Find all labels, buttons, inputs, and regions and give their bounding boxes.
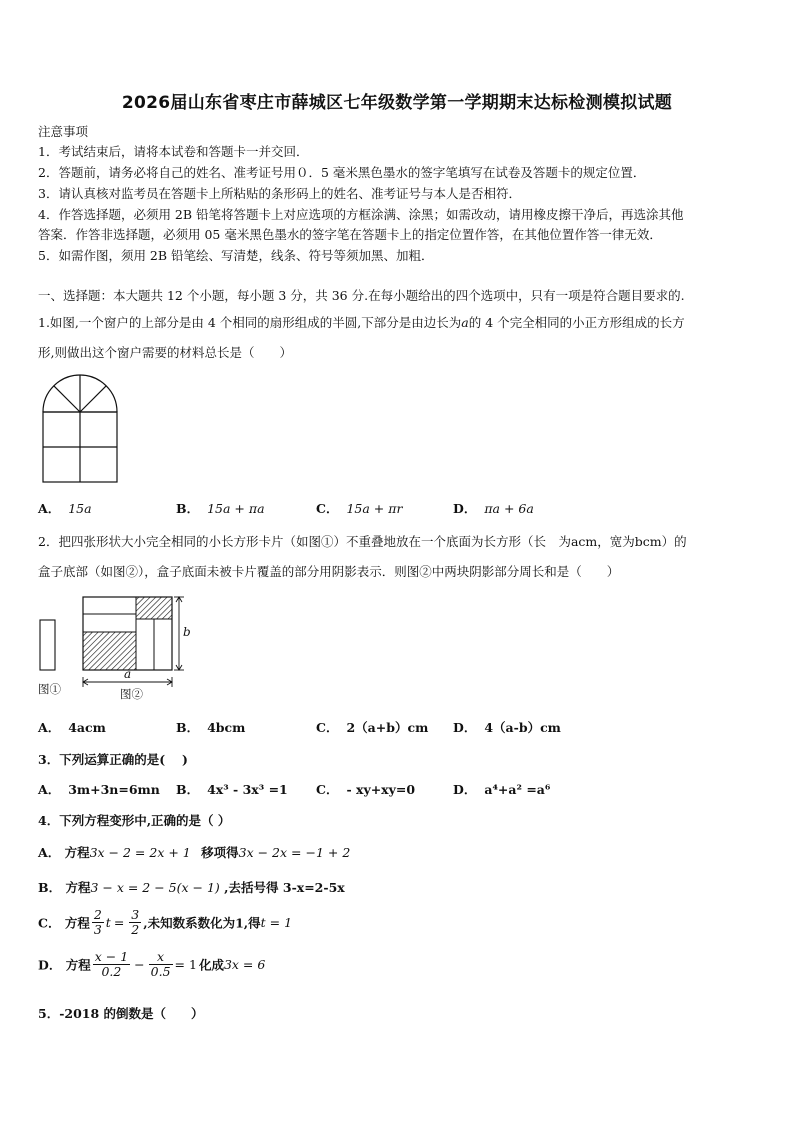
option-text: 4bcm (207, 720, 246, 735)
option-label: C． (316, 720, 339, 735)
option-text: 15a + πa (207, 501, 265, 516)
equation: 3x − 2 = 2x + 1 (89, 845, 191, 860)
fraction-denominator: 2 (131, 922, 140, 937)
option-d[interactable] (453, 718, 561, 736)
question-5-stem: 5．-2018 的倒数是（ ） (38, 1006, 204, 1021)
notes-heading: 注意事项 (38, 124, 89, 139)
option-c[interactable] (38, 908, 292, 937)
figure-2-label: 图② (120, 687, 143, 701)
question-2-line1: 2．把四张形状大小完全相同的小长方形卡片（如图①）不重叠地放在一个底面为长方形（长 为acm，宽为bcm）的 (38, 534, 687, 549)
fraction-numerator: x − 1 (94, 949, 129, 964)
equation: = 1 (174, 957, 197, 972)
option-text: 方程 (64, 845, 90, 860)
option-text: 方程 (65, 957, 91, 973)
fraction-numerator: 3 (131, 907, 140, 922)
fraction-numerator: 2 (93, 907, 102, 922)
question-text: 1.如图,一个窗户的上部分是由 4 个相同的扇形组成的半圆,下部分是由边长为 (38, 315, 462, 330)
notes-item: 1．考试结束后，请将本试卷和答题卡一并交回． (38, 144, 309, 159)
question-4-stem: 4．下列方程变形中,正确的是（ ） (38, 813, 231, 828)
question-1-line2: 形,则做出这个窗户需要的材料总长是（ ） (38, 345, 292, 360)
notes-item: 3．请认真核对监考员在答题卡上所粘贴的条形码上的姓名、准考证号与本人是否相符． (38, 186, 521, 201)
option-text: 4x³ - 3x³ =1 (207, 782, 288, 797)
option-text: - xy+xy=0 (346, 782, 416, 797)
option-b[interactable] (176, 780, 288, 798)
option-label: B． (176, 782, 200, 797)
question-2-line2: 盒子底部（如图②），盒子底面未被卡片覆盖的部分用阴影表示．则图②中两块阴影部分周长和是（ ） (38, 564, 620, 579)
option-c[interactable] (316, 499, 402, 517)
fraction (92, 908, 104, 937)
option-text: 15a + πr (346, 501, 403, 516)
option-label: D． (453, 782, 477, 797)
option-text: 移项得 (201, 845, 239, 860)
figure-1-label: 图① (38, 682, 61, 696)
option-b[interactable] (176, 718, 245, 736)
fraction (93, 950, 130, 979)
fraction (129, 908, 141, 937)
option-label: C． (316, 501, 339, 516)
fraction-denominator: 0.5 (150, 964, 171, 979)
option-label: D． (38, 957, 62, 973)
notes-item: 2．答题前，请务必将自己的姓名、准考证号用０．5 毫米黑色墨水的签字笔填写在试卷及答题卡的规定位置． (38, 165, 646, 180)
option-d[interactable] (38, 950, 265, 979)
question-1-line1 (38, 313, 685, 331)
fraction-numerator: x (149, 950, 173, 965)
window-figure (40, 375, 120, 485)
option-a[interactable] (38, 843, 350, 861)
dim-b-label: b (183, 625, 191, 639)
question-3-stem: 3．下列运算正确的是( ) (38, 752, 188, 767)
option-label: A． (38, 782, 61, 797)
option-text: ,未知数系数化为1,得 (143, 915, 261, 931)
option-label: C． (316, 782, 339, 797)
option-c[interactable] (316, 780, 415, 798)
option-text: 化成 (198, 957, 224, 973)
page-title: 2026届山东省枣庄市薛城区七年级数学第一学期期末达标检测模拟试题 (121, 93, 673, 113)
equation: 3 − x = 2 − 5(x − 1) (90, 880, 220, 895)
equation: 3x = 6 (223, 957, 266, 972)
notes-item: 4．作答选择题，必须用 2B 铅笔将答题卡上对应选项的方框涂满、涂黑；如需改动，请用橡皮擦干净后，再选涂其他 (38, 207, 684, 222)
option-text: 3m+3n=6mn (68, 782, 160, 797)
option-label: D． (453, 501, 477, 516)
option-a[interactable] (38, 718, 106, 736)
fraction-denominator: 3 (93, 922, 102, 937)
option-label: D． (453, 720, 477, 735)
section-heading: 一、选择题：本大题共 12 个小题，每小题 3 分，共 36 分.在每小题给出的四个选项中，只有一项是符合题目要求的. (38, 288, 685, 303)
equals-sign: = (113, 915, 125, 930)
notes-item: 答案．作答非选择题，必须用 05 毫米黑色墨水的签字笔在答题卡上的指定位置作答，在其他位置作答一律无效． (38, 227, 662, 242)
option-text: 2（a+b）cm (346, 720, 429, 735)
minus-sign: − (134, 957, 145, 972)
option-text: πa + 6a (484, 501, 534, 516)
option-a[interactable] (38, 499, 92, 517)
option-b[interactable] (38, 878, 345, 896)
option-d[interactable] (453, 780, 550, 798)
option-label: B． (176, 720, 200, 735)
option-label: A． (38, 720, 61, 735)
option-d[interactable] (453, 499, 534, 517)
fraction-denominator: 0.2 (101, 964, 122, 979)
option-text: a⁴+a² =a⁶ (484, 782, 551, 797)
option-label: B． (38, 880, 62, 895)
equation: t = 1 (260, 915, 293, 930)
equation: 3x − 2x = −1 + 2 (238, 845, 351, 860)
option-text: 4acm (68, 720, 106, 735)
fraction (149, 950, 173, 979)
option-text: 15a (68, 501, 92, 516)
option-label: C． (38, 915, 61, 931)
option-text: ,去括号得 3-x=2-5x (224, 880, 345, 895)
option-b[interactable] (176, 499, 265, 517)
option-text: 4（a-b）cm (484, 720, 561, 735)
question-text: 的 4 个完全相同的小正方形组成的长方 (468, 315, 685, 330)
option-c[interactable] (316, 718, 428, 736)
option-text: 方程 (64, 915, 90, 931)
math-var: a (461, 315, 469, 330)
dim-a-label: a (124, 667, 132, 681)
option-label: B． (176, 501, 200, 516)
math-var: t (105, 915, 111, 930)
notes-item: 5．如需作图，须用 2B 铅笔绘、写清楚，线条、符号等须加黑、加粗． (38, 248, 434, 263)
option-label: A． (38, 501, 61, 516)
option-label: A． (38, 845, 61, 860)
option-text: 方程 (65, 880, 91, 895)
option-a[interactable] (38, 780, 160, 798)
